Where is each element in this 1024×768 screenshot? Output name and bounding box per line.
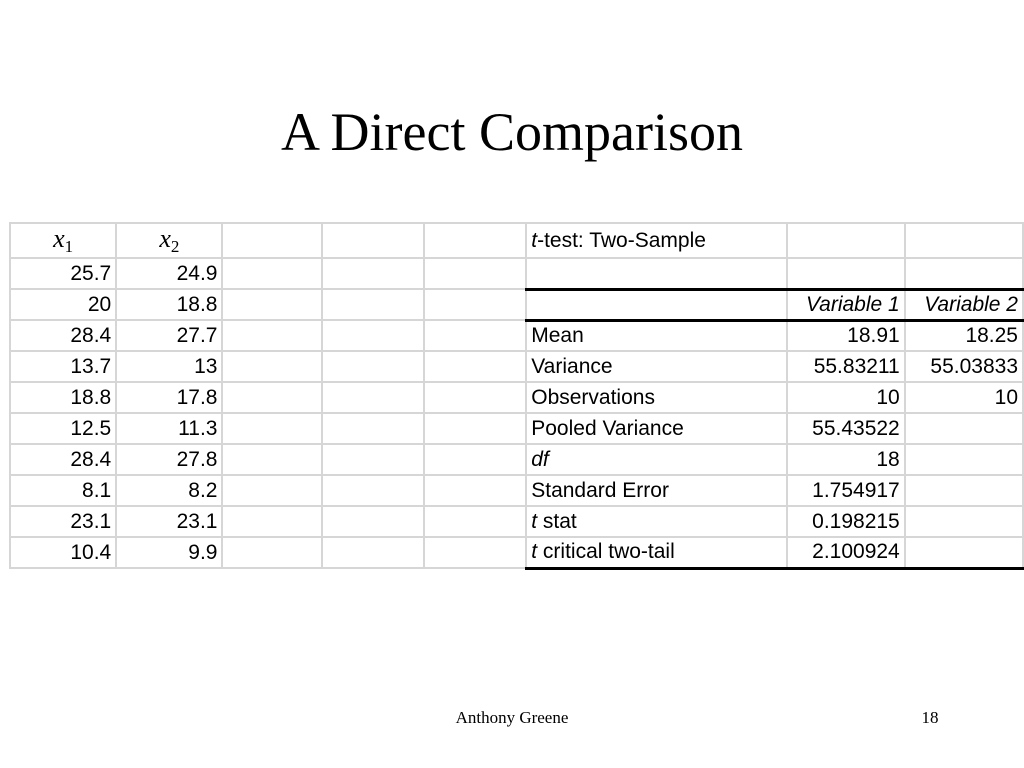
table-row [10, 444, 1023, 475]
x1-value[interactable]: 10.4 [10, 537, 116, 568]
stat-value-1[interactable]: 1.754917 [787, 475, 904, 506]
empty-cell[interactable] [526, 289, 787, 320]
table-row [10, 382, 1023, 413]
x2-value[interactable]: 11.3 [116, 413, 222, 444]
stat-value-2[interactable]: 10 [905, 382, 1023, 413]
empty-cell[interactable] [424, 444, 526, 475]
stat-value-2[interactable] [905, 413, 1023, 444]
empty-cell[interactable] [905, 258, 1023, 289]
empty-cell[interactable] [322, 413, 424, 444]
table-row [10, 258, 1023, 289]
stat-label[interactable]: df [526, 444, 787, 475]
empty-cell[interactable] [322, 289, 424, 320]
stat-value-1[interactable]: 0.198215 [787, 506, 904, 537]
x1-value[interactable]: 13.7 [10, 351, 116, 382]
empty-cell[interactable] [424, 506, 526, 537]
footer-author: Anthony Greene [455, 708, 569, 727]
empty-cell[interactable] [787, 223, 904, 258]
page-number: 18 [921, 708, 939, 727]
stat-value-1[interactable]: 10 [787, 382, 904, 413]
x1-value[interactable]: 12.5 [10, 413, 116, 444]
x1-value[interactable]: 20 [10, 289, 116, 320]
x2-value[interactable]: 24.9 [116, 258, 222, 289]
x1-value[interactable]: 28.4 [10, 320, 116, 351]
stat-value-1[interactable]: 18.91 [787, 320, 904, 351]
empty-cell[interactable] [222, 289, 322, 320]
empty-cell[interactable] [222, 223, 322, 258]
x2-value[interactable]: 8.2 [116, 475, 222, 506]
table-row [10, 475, 1023, 506]
empty-cell[interactable] [222, 475, 322, 506]
table-row [10, 223, 1023, 258]
empty-cell[interactable] [424, 223, 526, 258]
x1-value[interactable]: 23.1 [10, 506, 116, 537]
table-row [10, 506, 1023, 537]
table-row [10, 289, 1023, 320]
empty-cell[interactable] [222, 351, 322, 382]
empty-cell[interactable] [424, 351, 526, 382]
stat-value-1[interactable]: 55.43522 [787, 413, 904, 444]
empty-cell[interactable] [322, 382, 424, 413]
x2-value[interactable]: 13 [116, 351, 222, 382]
empty-cell[interactable] [787, 258, 904, 289]
stat-label[interactable]: Observations [526, 382, 787, 413]
variable-2-header[interactable]: Variable 2 [905, 289, 1023, 320]
x2-value[interactable]: 17.8 [116, 382, 222, 413]
x2-value[interactable]: 27.8 [116, 444, 222, 475]
stat-value-2[interactable] [905, 475, 1023, 506]
x2-value[interactable]: 9.9 [116, 537, 222, 568]
empty-cell[interactable] [222, 382, 322, 413]
empty-cell[interactable] [424, 537, 526, 568]
empty-cell[interactable] [905, 223, 1023, 258]
x1-value[interactable]: 18.8 [10, 382, 116, 413]
stat-value-2[interactable] [905, 506, 1023, 537]
empty-cell[interactable] [526, 258, 787, 289]
empty-cell[interactable] [322, 537, 424, 568]
empty-cell[interactable] [322, 475, 424, 506]
table-row [10, 537, 1023, 568]
stat-label[interactable]: Pooled Variance [526, 413, 787, 444]
empty-cell[interactable] [424, 289, 526, 320]
spreadsheet-table [9, 222, 1024, 570]
empty-cell[interactable] [222, 258, 322, 289]
empty-cell[interactable] [424, 258, 526, 289]
empty-cell[interactable] [222, 444, 322, 475]
empty-cell[interactable] [322, 444, 424, 475]
empty-cell[interactable] [322, 320, 424, 351]
x1-value[interactable]: 28.4 [10, 444, 116, 475]
stat-value-2[interactable] [905, 537, 1023, 568]
table-row [10, 413, 1023, 444]
stat-value-2[interactable]: 18.25 [905, 320, 1023, 351]
empty-cell[interactable] [424, 382, 526, 413]
x2-value[interactable]: 23.1 [116, 506, 222, 537]
x2-value[interactable]: 27.7 [116, 320, 222, 351]
empty-cell[interactable] [424, 320, 526, 351]
x2-header[interactable]: $x_2$ [116, 223, 222, 258]
empty-cell[interactable] [222, 320, 322, 351]
slide-title: A Direct Comparison [281, 102, 743, 162]
ttest-title[interactable]: t-test: Two-Sample [526, 223, 787, 258]
variable-1-header[interactable]: Variable 1 [787, 289, 904, 320]
stat-label[interactable]: t critical two-tail [526, 537, 787, 568]
stat-label[interactable]: t stat [526, 506, 787, 537]
x1-value[interactable]: 25.7 [10, 258, 116, 289]
x1-value[interactable]: 8.1 [10, 475, 116, 506]
table-row [10, 320, 1023, 351]
empty-cell[interactable] [424, 475, 526, 506]
empty-cell[interactable] [424, 413, 526, 444]
empty-cell[interactable] [322, 351, 424, 382]
x2-value[interactable]: 18.8 [116, 289, 222, 320]
stat-value-2[interactable]: 55.03833 [905, 351, 1023, 382]
stat-label[interactable]: Variance [526, 351, 787, 382]
stat-label[interactable]: Mean [526, 320, 787, 351]
stat-value-1[interactable]: 2.100924 [787, 537, 904, 568]
stat-label[interactable]: Standard Error [526, 475, 787, 506]
empty-cell[interactable] [222, 413, 322, 444]
empty-cell[interactable] [322, 258, 424, 289]
empty-cell[interactable] [222, 537, 322, 568]
empty-cell[interactable] [222, 506, 322, 537]
empty-cell[interactable] [322, 223, 424, 258]
stat-value-1[interactable]: 18 [787, 444, 904, 475]
x1-header[interactable]: $x_1$ [10, 223, 116, 258]
table-row [10, 351, 1023, 382]
stat-value-2[interactable] [905, 444, 1023, 475]
empty-cell[interactable] [322, 506, 424, 537]
stat-value-1[interactable]: 55.83211 [787, 351, 904, 382]
